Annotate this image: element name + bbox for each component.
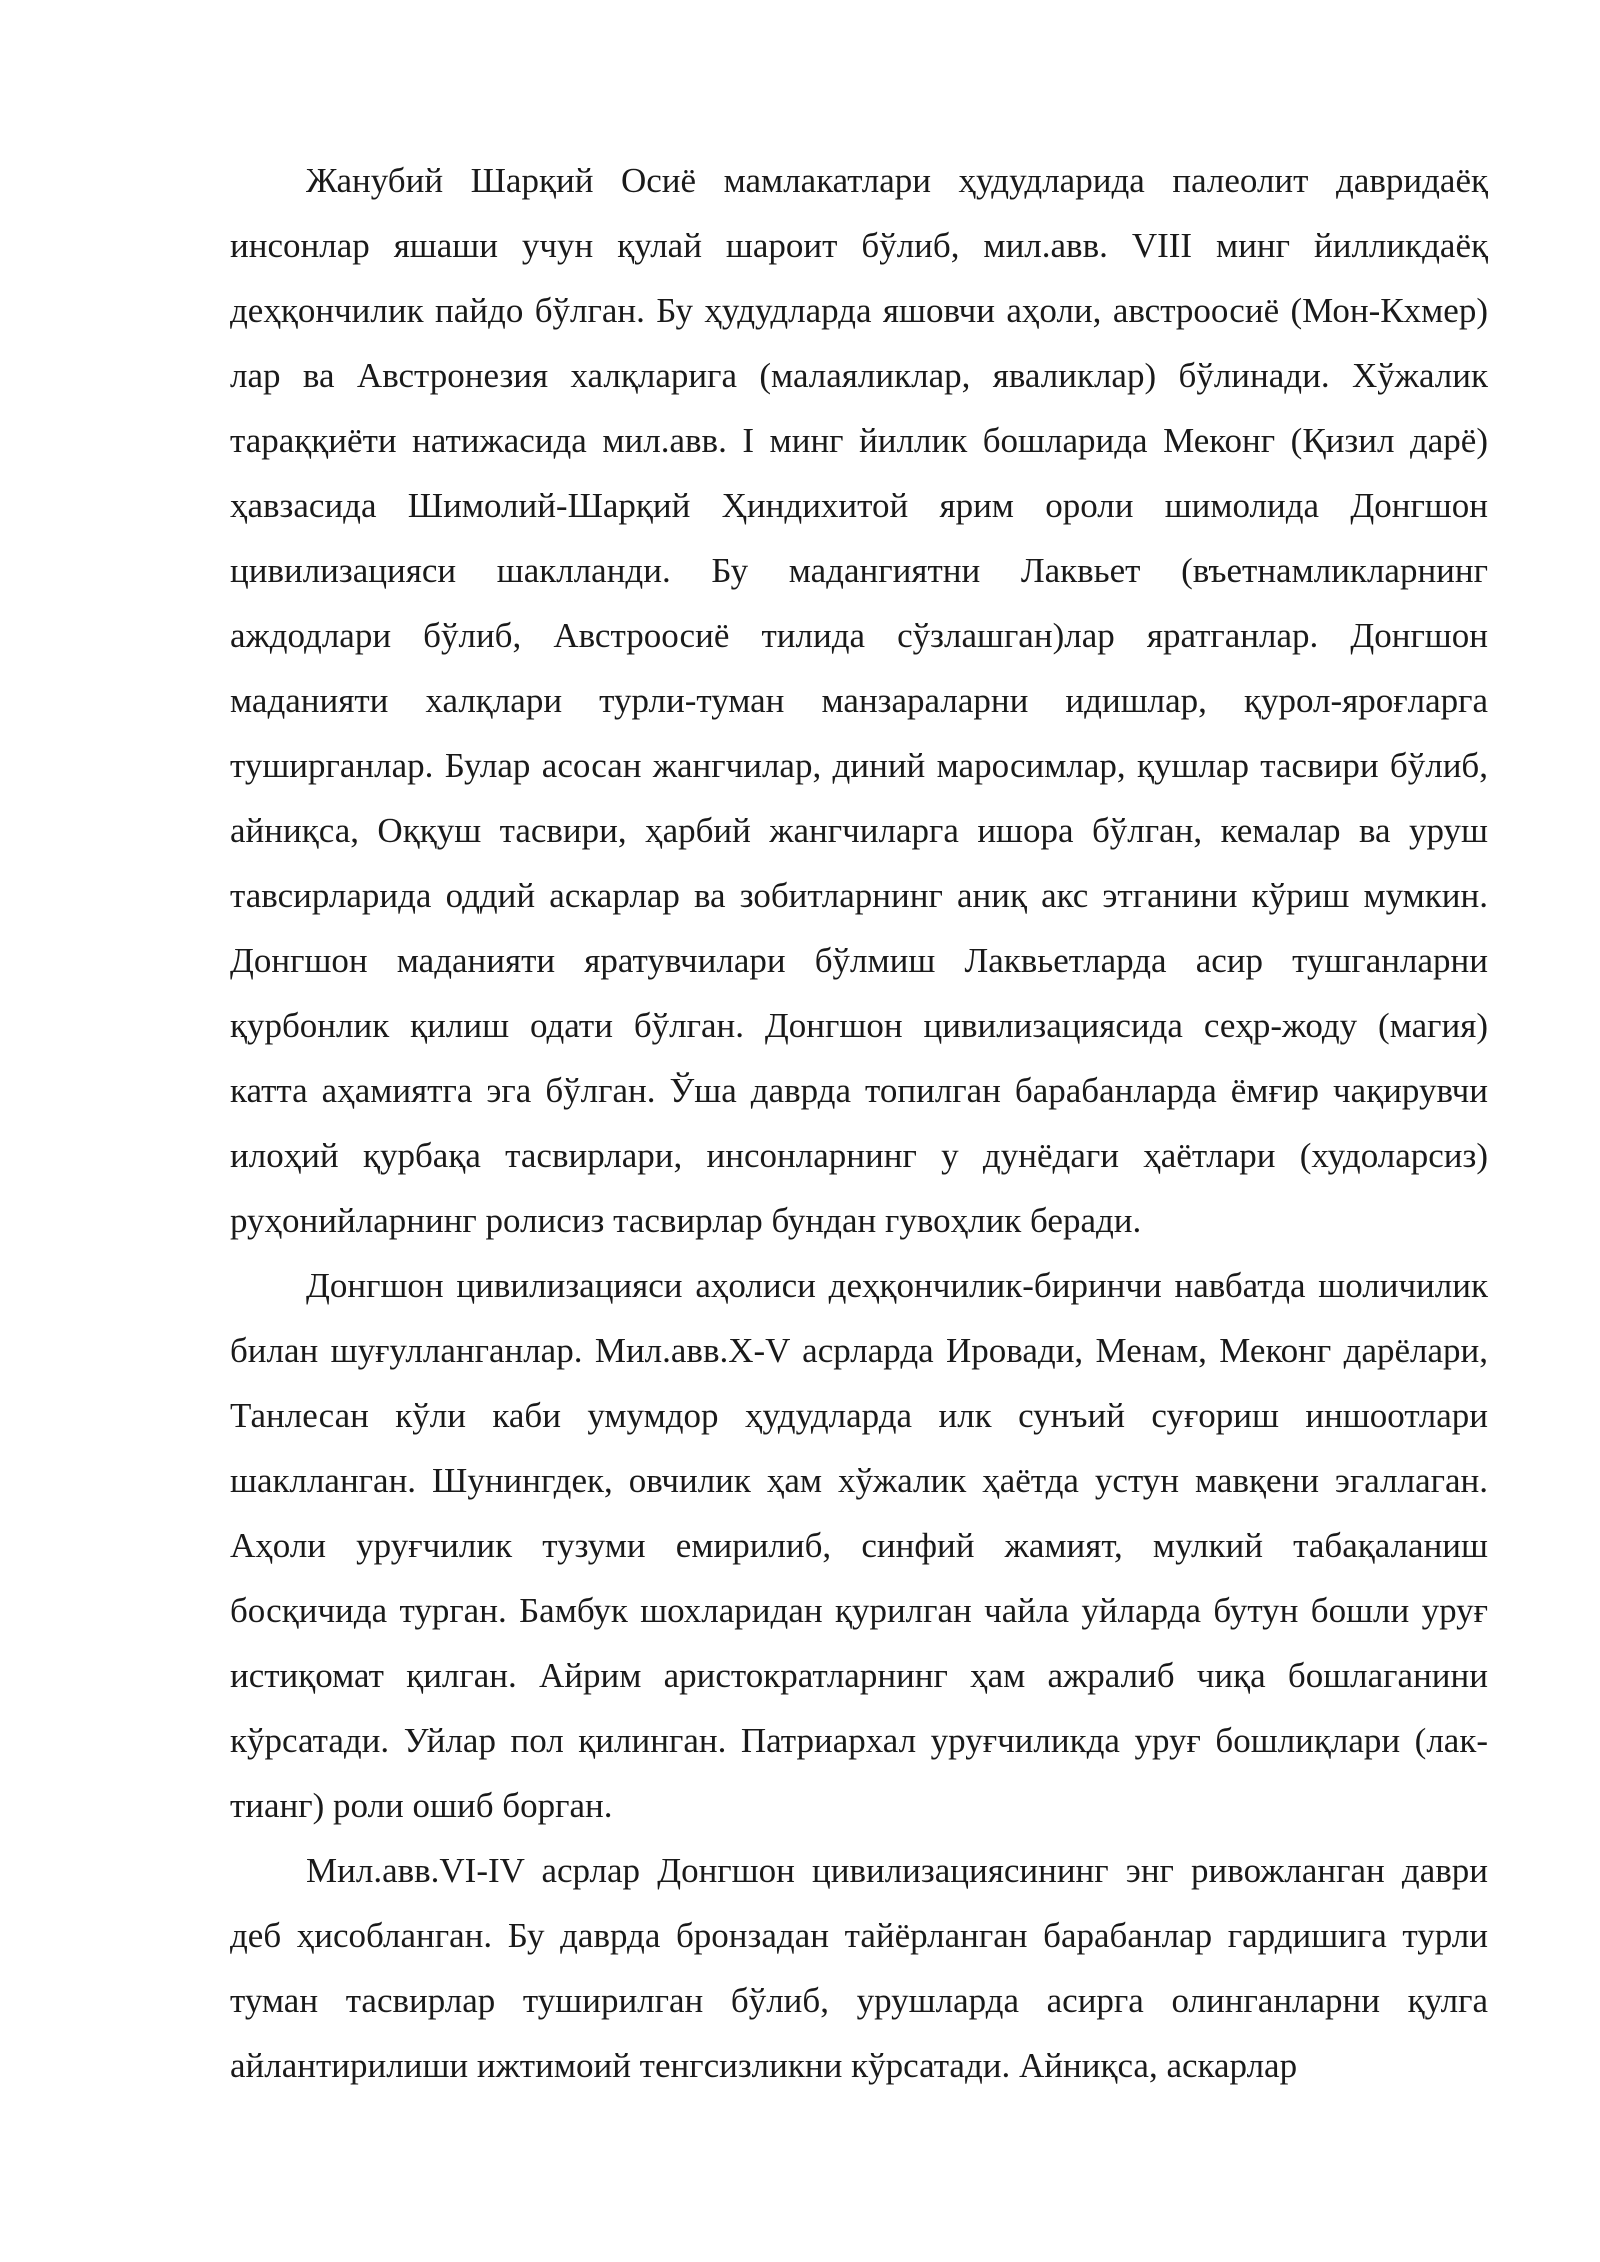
paragraph-1: Жанубий Шарқий Осиё мамлакатлари ҳудудларида палеолит давридаёқ инсонлар яшаши учун қулай шароит бўлиб, мил.авв. VIII минг йилликдаёқ деҳқончилик пайдо бўлган. Бу ҳудудларда яшовчи аҳоли, австроосиё (Мон-Кхмер) лар ва Австронезия халқларига (малаяликлар, яваликлар) бўлинади. Хўжалик тараққиёти натижасида мил.авв. I минг йиллик бошларида Меконг (Қизил дарё) ҳавзасида Шимолий-Шарқий Ҳиндихитой ярим ороли шимолида Донгшон цивилизацияси шаклланди. Бу мадангиятни Лаквьет (въетнамликларнинг аждодлари бўлиб, Австроосиё тилида сўзлашган)лар яратганлар. Донгшон маданияти халқлари турли-туман манзараларни идишлар, қурол-яроғларга туширганлар. Булар асосан жангчилар, диний маросимлар, қушлар тасвири бўлиб, айниқса, Оққуш тасвири, ҳарбий жангчиларга ишора бўлган, кемалар ва уруш тавсирларида оддий аскарлар ва зобитларнинг аниқ акс этганини кўриш мумкин. Донгшон маданияти яратувчилари бўлмиш Лаквьетларда асир тушганларни қурбонлик қилиш одати бўлган. Донгшон цивилизациясида сеҳр-жоду (магия) катта аҳамиятга эга бўлган. Ўша даврда топилган барабанларда ёмғир чақирувчи илоҳий қурбақа тасвирлари, инсонларнинг у дунёдаги ҳаётлари (худоларсиз) руҳонийларнинг ролисиз тасвирлар бундан гувоҳлик беради.	[230, 161, 1488, 1240]
paragraph-2: Донгшон цивилизацияси аҳолиси деҳқончилик-биринчи навбатда шоличилик билан шуғулланганлар. Мил.авв.X-V асрларда Ировади, Менам, Меконг дарёлари, Танлесан кўли каби умумдор ҳудудларда илк сунъий суғориш иншоотлари шаклланган. Шунингдек, овчилик ҳам хўжалик ҳаётда устун мавқени эгаллаган. Аҳоли уруғчилик тузуми емирилиб, синфий жамият, мулкий табақаланиш босқичида турган. Бамбук шохларидан қурилган чайла уйларда бутун бошли уруғ истиқомат қилган. Айрим аристократларнинг ҳам ажралиб чиқа бошлаганини кўрсатади. Уйлар пол қилинган. Патриархал уруғчиликда уруғ бошлиқлари (лак-тианг) роли ошиб борган.	[230, 1266, 1488, 1825]
document-body	[230, 148, 1488, 2098]
paragraph-3: Мил.авв.VI-IV асрлар Донгшон цивилизациясининг энг ривожланган даври деб ҳисобланган. Бу даврда бронзадан тайёрланган барабанлар гардишига турли туман тасвирлар туширилган бўлиб, урушларда асирга олинганларни қулга айлантирилиши ижтимоий тенгсизликни кўрсатади. Айниқса, аскарлар	[230, 1851, 1488, 2085]
